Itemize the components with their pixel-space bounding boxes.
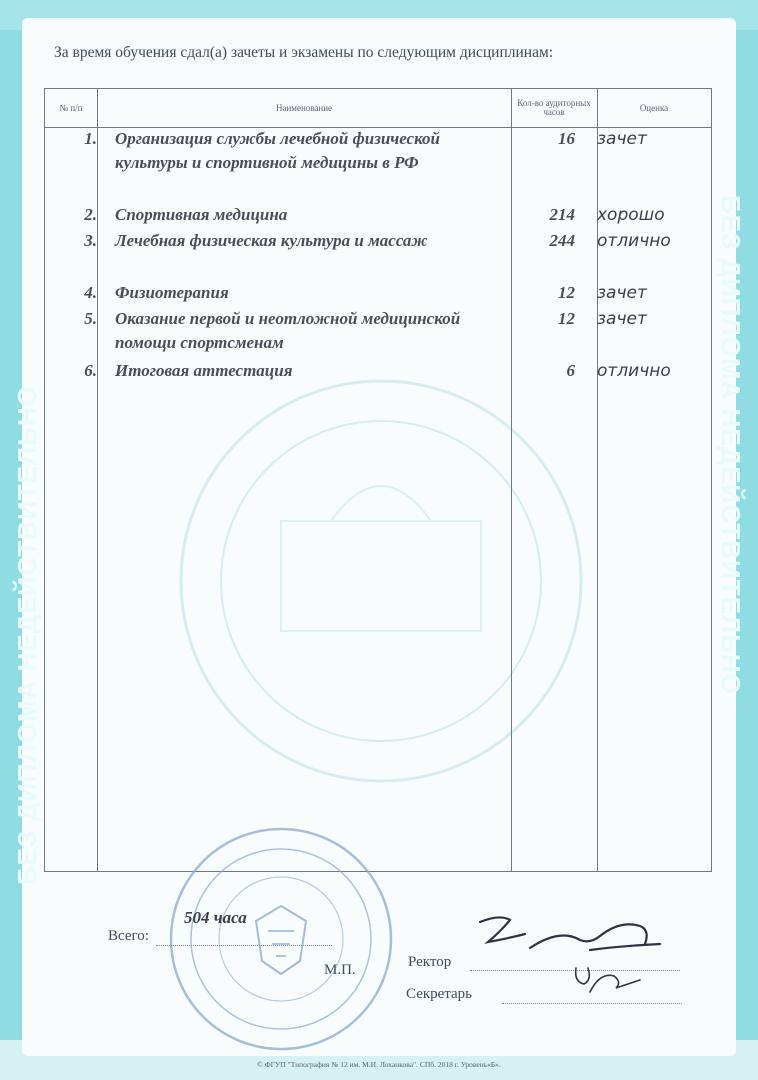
- faint-background-seal: [171, 371, 591, 791]
- total-hours-value: 504 часа: [184, 908, 247, 927]
- hours-value: 214: [549, 205, 575, 224]
- stamp-place-label: М.П.: [324, 962, 356, 978]
- official-stamp: [168, 826, 394, 1052]
- row-number: 5.: [84, 309, 97, 328]
- row-number: 3.: [84, 231, 97, 250]
- total-dotted-line: [156, 945, 332, 946]
- row-number: 4.: [84, 283, 97, 302]
- hours-value: 12: [558, 283, 575, 302]
- discipline-name: Физиотерапия: [115, 283, 229, 302]
- grade-handwritten: хорошо: [597, 205, 665, 225]
- col-divider: [97, 89, 98, 871]
- column-header-name: Наименование: [275, 102, 333, 113]
- discipline-name: Спортивная медицина: [115, 205, 288, 224]
- grade-handwritten: отлично: [597, 231, 671, 251]
- discipline-name: Оказание первой и неотложной медицинской помощи спортсменам: [115, 309, 461, 352]
- column-header-hours: Кол-во аудиторных часов: [517, 98, 591, 117]
- hours-value: 244: [549, 231, 575, 250]
- header-text: За время обучения сдал(а) зачеты и экзамены по следующим дисциплинам:: [54, 44, 554, 61]
- total-label: Всего:: [108, 928, 149, 944]
- grade-handwritten: зачет: [597, 309, 647, 329]
- grade-handwritten: зачет: [597, 283, 647, 303]
- watermark-right: БЕЗ ДИПЛОМА НЕДЕЙСТВИТЕЛЬНО: [716, 195, 746, 695]
- hours-value: 6: [566, 361, 575, 380]
- column-header-grade: Оценка: [639, 102, 669, 113]
- rector-signature: [470, 910, 670, 960]
- secretary-signature-line: [502, 1003, 682, 1004]
- grade-handwritten: отлично: [597, 361, 671, 381]
- row-number: 1.: [84, 129, 97, 148]
- rector-label: Ректор: [408, 954, 452, 970]
- secretary-label: Секретарь: [406, 986, 473, 1002]
- grades-table: [44, 88, 712, 872]
- watermark-left: БЕЗ ДИПЛОМА НЕДЕЙСТВИТЕЛЬНО: [12, 385, 42, 885]
- secretary-signature: [570, 962, 650, 996]
- row-number: 2.: [84, 205, 97, 224]
- hours-value: 16: [558, 129, 575, 148]
- discipline-name: Организация службы лечебной физической культуры и спортивной медицины в РФ: [115, 129, 440, 172]
- grade-handwritten: зачет: [597, 129, 647, 149]
- discipline-name: Итоговая аттестация: [115, 361, 293, 380]
- printer-imprint: © ФГУП "Типография № 12 им. М.И. Лоханкова". СПб. 2018 г. Уровень«Б».: [257, 1060, 501, 1069]
- discipline-name: Лечебная физическая культура и массаж: [115, 231, 428, 250]
- row-number: 6.: [84, 361, 97, 380]
- column-header-num: № п/п: [59, 102, 83, 113]
- hours-value: 12: [558, 309, 575, 328]
